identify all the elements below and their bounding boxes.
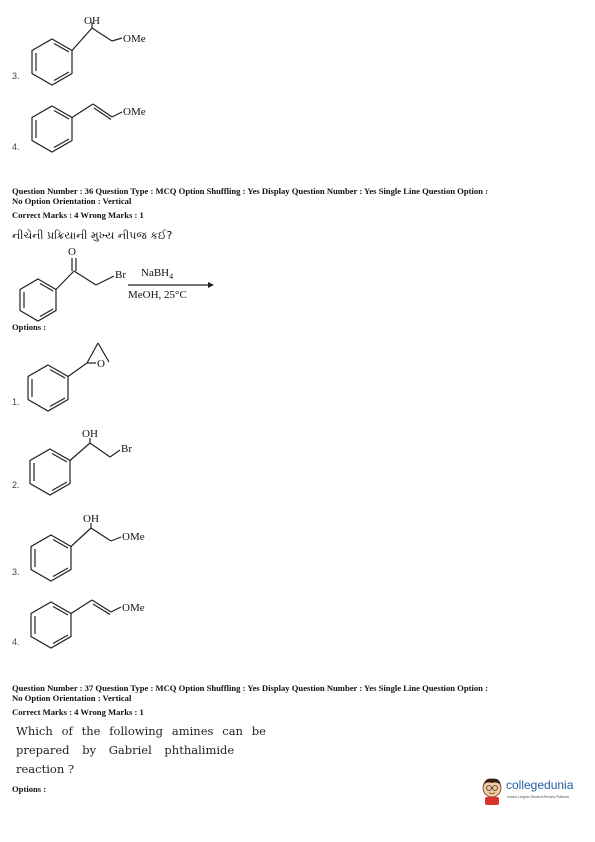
oh-label: OH — [84, 15, 100, 27]
question-36-text: નીચેની પ્રક્રિયાની મુખ્ય નીપજ કઈ? — [12, 229, 173, 242]
ome-label: OMe — [123, 33, 146, 45]
question-line: reaction ? — [16, 762, 75, 776]
question-line: Which of the following amines can be — [16, 724, 266, 738]
question-36-marks: Correct Marks : 4 Wrong Marks : 1 — [12, 210, 144, 220]
option-number: 4. — [12, 637, 20, 647]
option-number: 1. — [12, 397, 20, 407]
question-37-marks: Correct Marks : 4 Wrong Marks : 1 — [12, 707, 144, 717]
question-37-meta: Question Number : 37 Question Type : MCQ Option Shuffling : Yes Display Question Number : Yes Single Line Question Option : No Option Orientation : Vertical — [12, 683, 488, 703]
option-number: 3. — [12, 71, 20, 81]
question-37-text — [16, 722, 266, 779]
epoxide-o-label: O — [97, 358, 105, 370]
carbonyl-o-label: O — [68, 246, 76, 258]
collegedunia-logo — [480, 776, 585, 806]
options-label: Options : — [12, 322, 47, 332]
conditions-label: MeOH, 25°C — [128, 289, 187, 301]
ome-label: OMe — [122, 531, 145, 543]
oh-label: OH — [83, 513, 99, 525]
logo-brand: collegedunia — [506, 778, 574, 792]
options-label: Options : — [12, 784, 47, 794]
ome-label: OMe — [122, 602, 145, 614]
question-line: prepared by Gabriel phthalimide — [16, 743, 235, 757]
br-label: Br — [121, 443, 132, 455]
option-number: 3. — [12, 567, 20, 577]
ome-label: OMe — [123, 106, 146, 118]
option-number: 2. — [12, 480, 20, 490]
question-36-meta: Question Number : 36 Question Type : MCQ Option Shuffling : Yes Display Question Number : Yes Single Line Question Option : No Option Orientation : Vertical — [12, 186, 488, 206]
reagent-label: NaBH$_4$ — [141, 267, 174, 281]
option-number: 4. — [12, 142, 20, 152]
mascot-icon — [480, 776, 506, 806]
br-label: Br — [115, 269, 126, 281]
oh-label: OH — [82, 428, 98, 440]
logo-tagline: India's Largest Student Review Platform — [507, 795, 570, 799]
